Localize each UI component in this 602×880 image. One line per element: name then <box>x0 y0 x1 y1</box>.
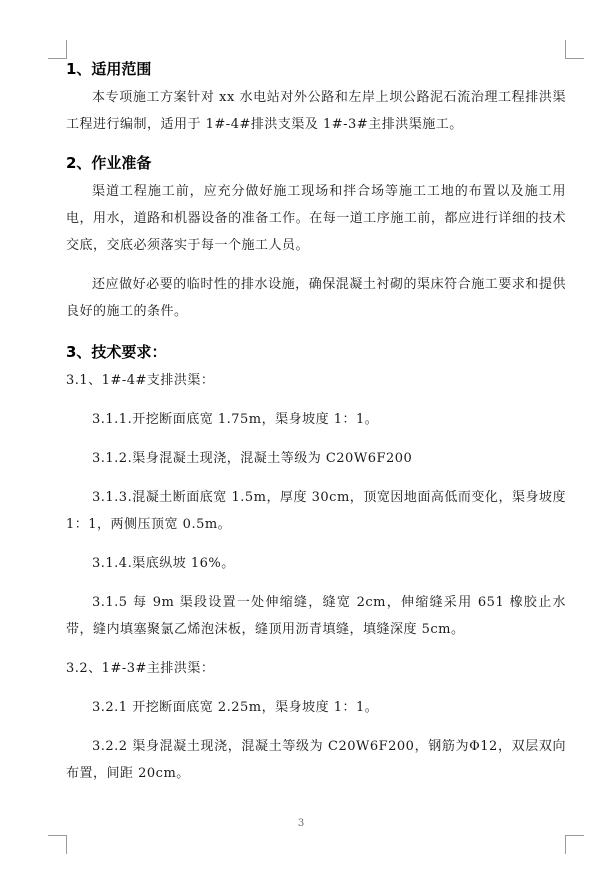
crop-mark-bottom-right <box>565 835 584 854</box>
item-3-1-5: 3.1.5 每 9m 渠段设置一处伸缩缝，缝宽 2cm，伸缩缝采用 651 橡胶止水带，缝内填塞聚氯乙烯泡沫板，缝顶用沥青填缝，填缝深度 5cm。 <box>66 595 566 637</box>
section-heading-scope: 1、适用范围 <box>66 60 152 78</box>
crop-mark-top-right <box>565 40 584 59</box>
item-3-2-2: 3.2.2 渠身混凝土现浇，混凝土等级为 C20W6F200，钢筋为Φ12，双层双向布置，间距 20cm。 <box>66 739 566 781</box>
scope-paragraph: 本专项施工方案针对 xx 水电站对外公路和左岸上坝公路泥石流治理工程排洪渠工程进行编制，适用于 1#-4#排洪支渠及 1#-3#主排洪渠施工。 <box>66 90 566 132</box>
item-3-1-1: 3.1.1.开挖断面底宽 1.75m，渠身坡度 1：1。 <box>92 412 379 427</box>
crop-mark-top-left <box>48 40 67 59</box>
section-heading-technical: 3、技术要求： <box>66 343 167 361</box>
item-3-1-4: 3.1.4.渠底纵坡 16%。 <box>92 556 235 571</box>
preparation-paragraph-2: 还应做好必要的临时性的排水设施，确保混凝土衬砌的渠床符合施工要求和提供良好的施工的条件。 <box>66 277 566 319</box>
item-3-1-3: 3.1.3.混凝土断面底宽 1.5m，厚度 30cm，顶宽因地面高低而变化，渠身坡度 1：1，两侧压顶宽 0.5m。 <box>66 490 566 532</box>
page-number: 3 <box>297 818 305 829</box>
subsection-main-channel: 3.2、1#-3#主排洪渠： <box>66 661 215 676</box>
preparation-paragraph-1: 渠道工程施工前，应充分做好施工现场和拌合场等施工工地的布置以及施工用电，用水，道路和机器设备的准备工作。在每一道工序施工前，都应进行详细的技术交底，交底必须落实于每一个施工人员。 <box>66 184 566 253</box>
subsection-branch-channel: 3.1、1#-4#支排洪渠： <box>66 373 215 388</box>
page-content <box>66 56 566 787</box>
item-3-2-1: 3.2.1 开挖断面底宽 2.25m，渠身坡度 1：1。 <box>92 700 379 715</box>
section-heading-preparation: 2、作业准备 <box>66 154 152 172</box>
item-3-1-2: 3.1.2.渠身混凝土现浇，混凝土等级为 C20W6F200 <box>92 451 413 466</box>
crop-mark-bottom-left <box>48 835 67 854</box>
